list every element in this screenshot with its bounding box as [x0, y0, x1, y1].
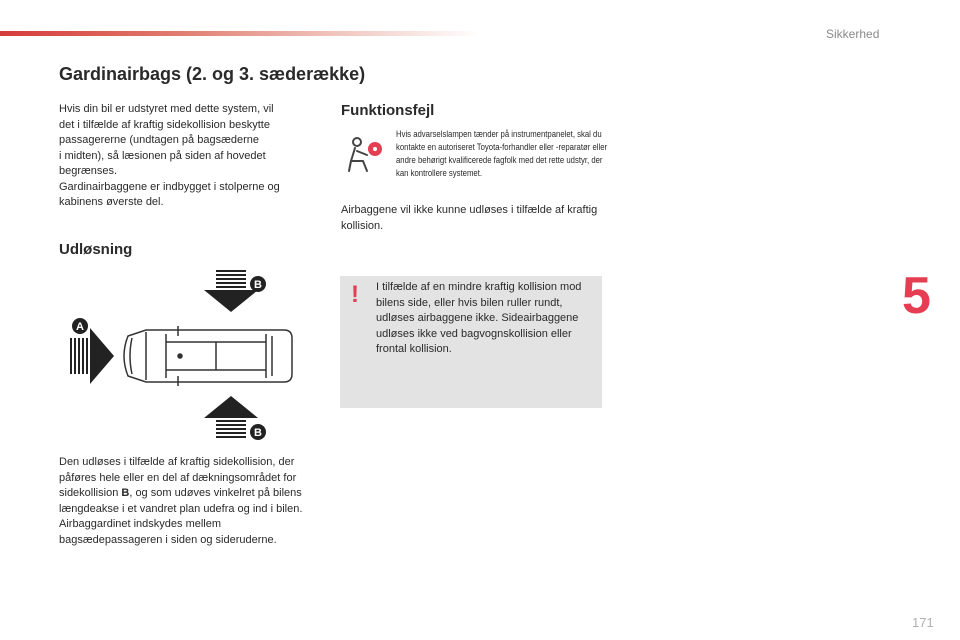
funktionsfejl-text: Airbaggene vil ikke kunne udløses i tilfælde af kraftig kollision.: [341, 204, 598, 232]
arrow-bottom: [204, 396, 258, 438]
funktionsfejl-heading: Funktionsfejl: [341, 102, 435, 119]
udlosning-heading: Udløsning: [59, 241, 133, 258]
label-b-top-badge: [250, 276, 266, 292]
warning-lamp-text: Hvis advarselslampen tænder på instrumentpanelet, skal du kontakte en autoriseret Toyota-forhandler eller -reparatør eller andre behørigt kvalificerede fagfolk med det rette udstyr, der kan kontrollere systemet.: [396, 129, 608, 178]
label-a-badge: [72, 318, 88, 334]
intro-text: Hvis din bil er udstyret med dette system, vil det i tilfælde af kraftig sidekollision beskytte passagererne (undtagen på bagsæderne i midten), så læsionen på siden af hovedet begrænses. Gardinairbaggene er indbygget i stolperne og kabinens øverste del.: [59, 103, 280, 208]
collision-diagram: [66, 266, 298, 446]
alert-text: I tilfælde af en mindre kraftig kollision mod bilens side, eller hvis bilen ruller rundt, udløses airbaggene ikke. Sideairbaggene udløses ikke ved bagvognskollision eller frontal kollision.: [376, 281, 582, 355]
svg-text:A: A: [76, 321, 84, 333]
airbag-warning-icon: [343, 135, 387, 175]
arrow-top: [204, 270, 258, 312]
label-b-bottom-badge: [250, 424, 266, 440]
page-number: 171: [912, 615, 934, 630]
svg-text:B: B: [254, 279, 262, 291]
section-label: Sikkerhed: [826, 27, 880, 41]
arrow-left: [70, 328, 114, 384]
alert-exclamation-icon: !: [351, 281, 359, 308]
svg-text:B: B: [254, 427, 262, 439]
page-title: Gardinairbags (2. og 3. sæderække): [59, 64, 366, 84]
chapter-number: 5: [902, 267, 931, 325]
header-accent-bar: [0, 31, 480, 36]
udlosning-text: Den udløses i tilfælde af kraftig sidekollision, der påføres hele eller en del af dækningsområdet for sidekollision B, og som udøves vinkelret på bilens længdeakse i et vandret plan udefra og ind i bilen. Airbaggardinet indskydes mellem bagsædepassageren i siden og sideruderne.: [59, 456, 303, 546]
van-outline: [124, 326, 292, 386]
